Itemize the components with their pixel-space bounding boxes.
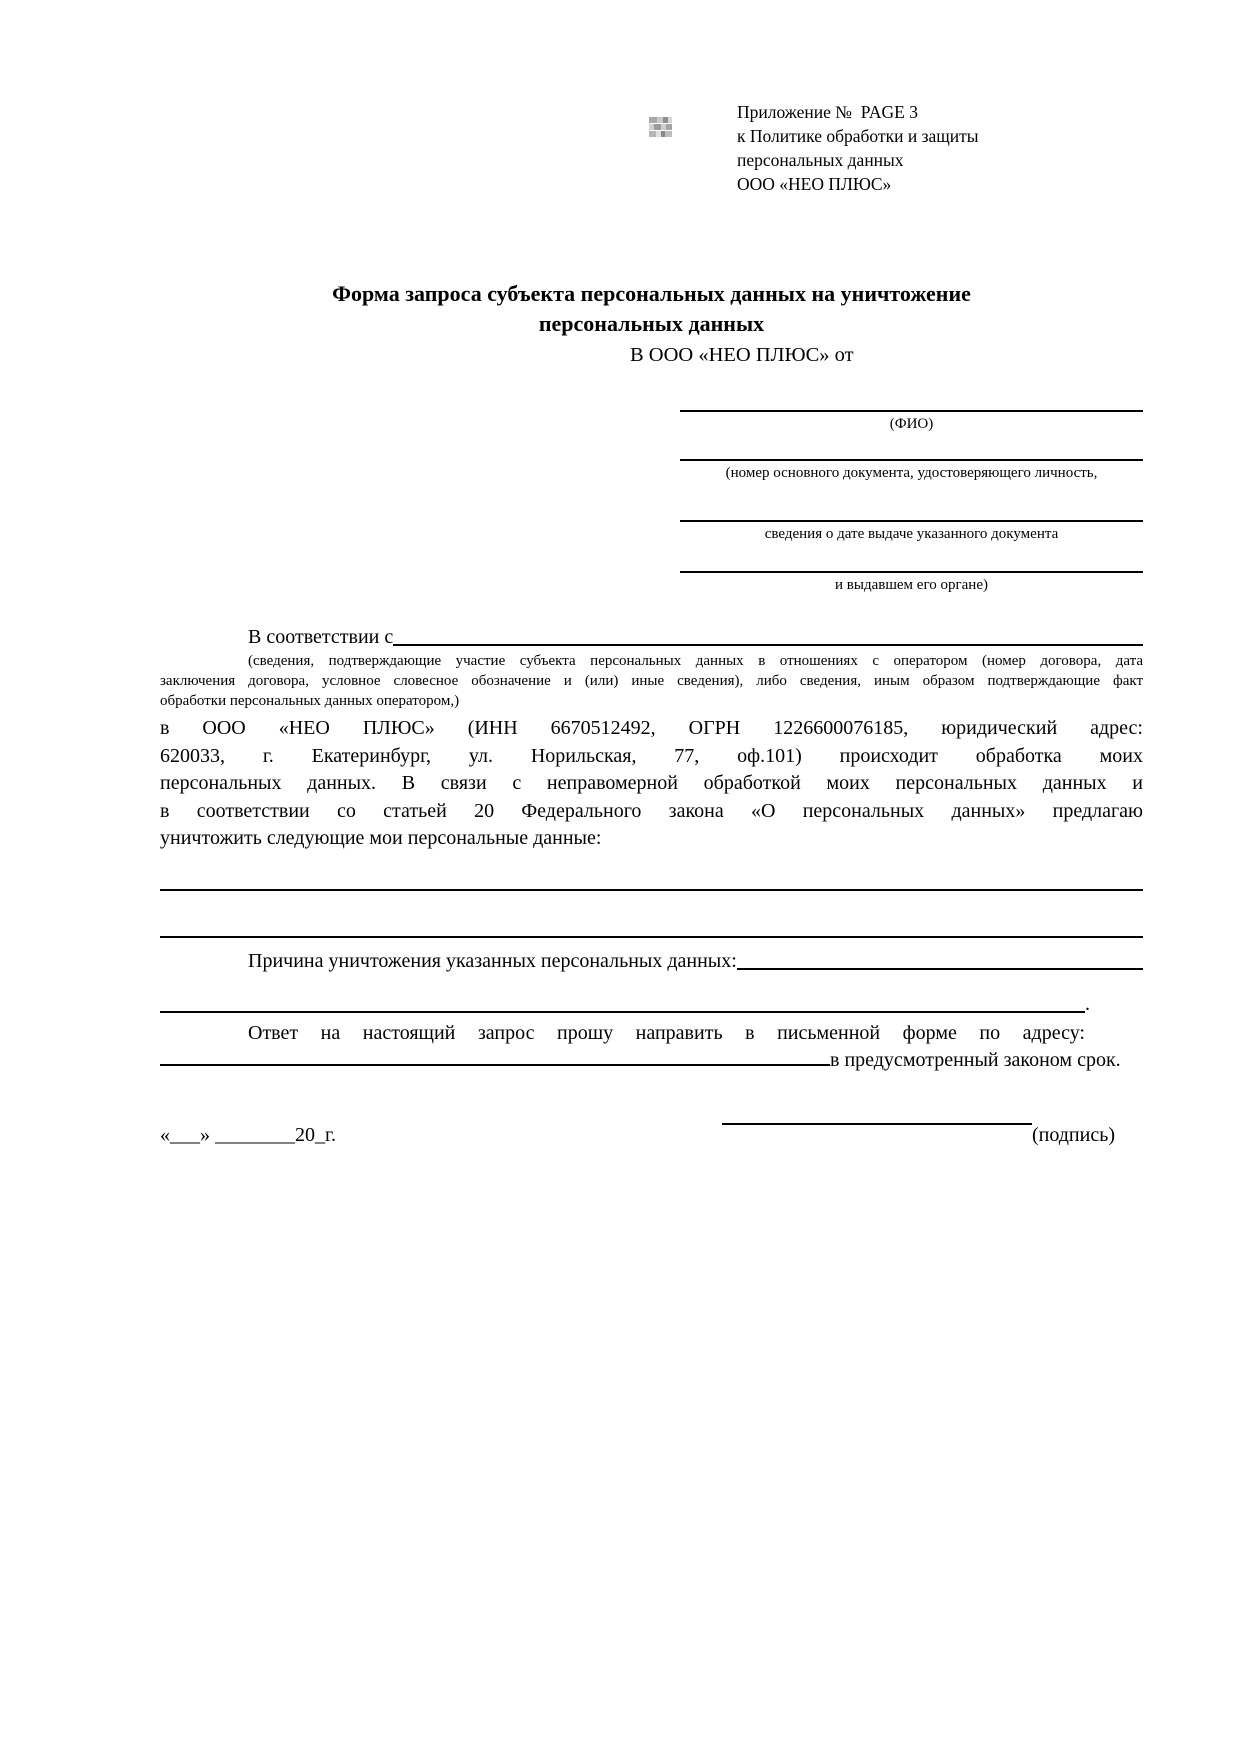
date-template: «___» ________20_г.: [160, 1123, 336, 1146]
accordance-blank-line: [393, 624, 1143, 646]
response-request-suffix: в предусмотренный законом срок.: [830, 1048, 1121, 1071]
data-blank-line: [160, 936, 1143, 938]
accordance-row: [160, 624, 1143, 651]
embedded-object-icon: [649, 117, 672, 137]
period-character: .: [1085, 992, 1090, 1015]
signature-caption: (подпись): [1031, 1123, 1115, 1146]
header-note-line: Приложение № PAGE 3: [737, 102, 918, 122]
header-note-line: персональных данных: [737, 150, 904, 170]
form-title-line-1: Форма запроса субъекта персональных данных на уничтожение: [332, 281, 971, 306]
main-paragraph-line: уничтожить следующие мои персональные данные:: [160, 827, 602, 849]
addressee-fields: [680, 410, 1143, 594]
reason-row: [160, 948, 1143, 975]
fine-print-line: заключения договора, условное словесное обозначение и (или) иные сведения), либо сведения, иным образом подтверждающие факт: [160, 673, 1143, 689]
main-paragraph-line: в соответствии со статьей 20 Федерального закона «О персональных данных» предлагаю: [160, 799, 1143, 822]
address-blank-line: [160, 1063, 830, 1066]
document-number-caption: (номер основного документа, удостоверяющего личность,: [725, 465, 1098, 481]
fine-print-line: (сведения, подтверждающие участие субъекта персональных данных в отношениях с оператором (номер договора, дата: [248, 653, 1143, 669]
main-paragraph: [160, 715, 1143, 853]
issuing-authority-caption: и выдавшем его органе): [835, 577, 988, 593]
accordance-prefix: В соответствии с: [248, 626, 394, 648]
header-note-line: к Политике обработки и защиты: [737, 126, 979, 146]
reason-blank-line: [737, 948, 1143, 970]
reason-continuation-blank-line: [160, 991, 1085, 1013]
form-body: [160, 279, 1143, 1149]
addressee-line: В ООО «НЕО ПЛЮС» от: [630, 344, 854, 366]
form-title-line-2: персональных данных: [538, 311, 765, 336]
form-title: [160, 279, 1143, 339]
fine-print-line: обработки персональных данных оператором,): [160, 693, 460, 709]
signature-blank-line: [722, 1122, 1032, 1125]
reason-continuation-row: [160, 991, 1143, 1018]
date-signature-row: [160, 1122, 1143, 1149]
fio-caption: (ФИО): [889, 416, 934, 432]
header-note-line: ООО «НЕО ПЛЮС»: [737, 174, 892, 194]
header-note: [737, 100, 979, 196]
main-paragraph-line: 620033, г. Екатеринбург, ул. Норильская, 77, оф.101) происходит обработка моих: [160, 744, 1143, 767]
issue-date-caption: сведения о дате выдаче указанного документа: [764, 526, 1059, 542]
main-paragraph-line: персональных данных. В связи с неправомерной обработкой моих персональных данных и: [160, 772, 1143, 794]
response-address-row: [160, 1047, 1143, 1074]
reason-label: Причина уничтожения указанных персональных данных:: [248, 949, 737, 972]
response-request-line: Ответ на настоящий запрос прошу направить в письменной форме по адресу:: [248, 1021, 1085, 1044]
spacer: [336, 1122, 722, 1149]
main-paragraph-line: в ООО «НЕО ПЛЮС» (ИНН 6670512492, ОГРН 1226600076185, юридический адрес:: [160, 717, 1143, 739]
data-blank-line: [160, 889, 1143, 891]
fine-print-note: [160, 651, 1143, 711]
